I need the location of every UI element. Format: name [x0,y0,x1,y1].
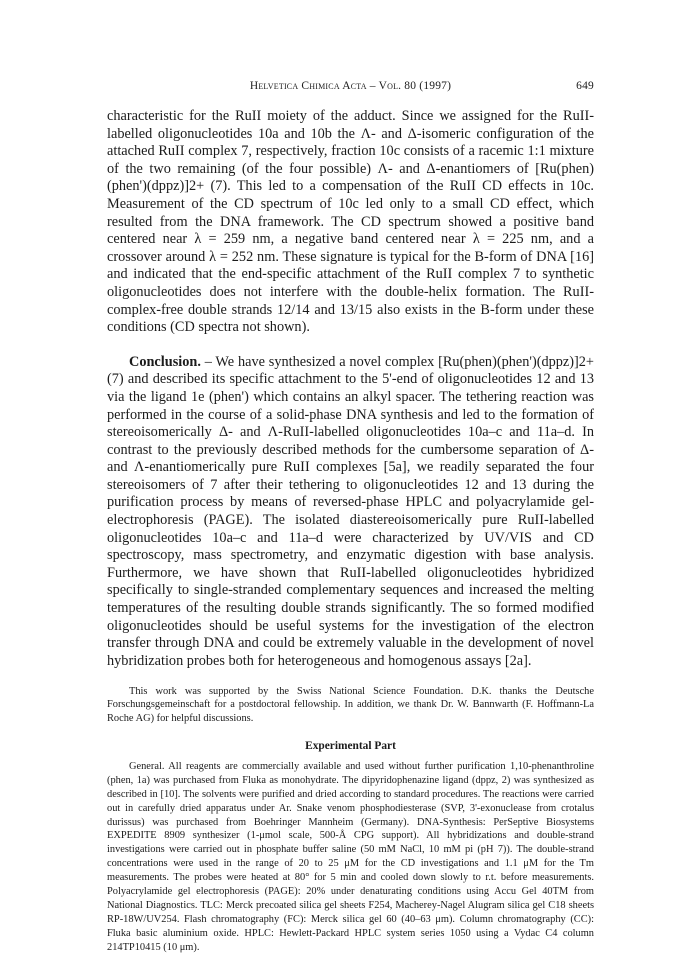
conclusion-paragraph [107,354,594,671]
conclusion-heading: Conclusion. [129,353,201,370]
experimental-general-paragraph: General. All reagents are commercially available and used without further purification 1,10-phenanthroline (phen, 1a) was purchased from Fluka as monohydrate. The dipyridophenazine ligand (dppz, 2) was synthesized as described in [10]. The solvents were purified and dried according to standard procedures. The reactions were carried out in carefully dried apparatus under Ar. Snake venom phosphodiesterase (SVP, 3'-exonuclease from crotalus durissus) was purchased from Boehringer Mannheim (Germany). DNA-Synthesis: PerSeptive Biosystems EXPEDITE 8909 synthesizer (1-μmol scale, 500-Å CPG support). All hybridizations and double-strand investigations were carried out in phosphate buffer saline (50 mM NaCl, 10 mM pi (pH 7)). The double-strand concentrations were used in the range of 20 to 25 μM for the CD investigations and 1.1 μM for the Tm measurements. The probes were heated at 80° for 5 min and cooled down slowly to r.t. before measurements. Polyacrylamide gel electrophoresis (PAGE): 20% under denaturating conditions using Accu Gel 40TM from National Diagnostics. TLC: Merck precoated silica gel sheets F254, Macherey-Nagel Alugram silica gel C18 sheets RP-18W/UV254. Flash chromatography (FC): Merck silica gel 60 (40–63 μm). Column chromatography (CC): Fluka basic aluminium oxide. HPLC: Hewlett-Packard HPLC system series 1050 using a Vydac C4 column 214TP10415 (10 μm). [107,760,594,953]
conclusion-text: – We have synthesized a novel complex [Ru(phen)(phen')(dppz)]2+ (7) and described its specific attachment to the 5'-end of oligonucleotides 12 and 13 via the ligand 1e (phen') which contains an alkyl spacer. The tethering reaction was performed in the course of a solid-phase DNA synthesis and led to the formation of stereoisomerically Δ- and Λ-RuII-labelled oligonucleotides 10a–c and 11a–d. In contrast to the previously described methods for the cumbersome separation of Δ- and Λ-enantiomerically pure RuII complexes [5a], we readily separated the four stereoisomers of 7 after their tethering to oligonucleotides 12 and 13 during the purification process by means of reversed-phase HPLC and polyacrylamide gel-electrophoresis (PAGE). The isolated diastereoisomerically pure RuII-labelled oligonucleotides 10a–c and 11a–d were characterized by UV/VIS and CD spectroscopy, mass spectrometry, and enzymatic digestion with base analysis. Furthermore, we have shown that RuII-labelled oligonucleotides hybridized specifically to single-stranded complementary sequences and increased the melting temperatures of the resulting double strands significantly. The so formed modified oligonucleotides should be useful systems for the investigation of the electron transfer through DNA and could be extremely valuable in the development of novel hybridization probes both for heterogeneous and homogenous assays [2a]. [107,353,594,669]
page-number: 649 [576,80,594,92]
running-header [107,80,594,98]
acknowledgement: This work was supported by the Swiss National Science Foundation. D.K. thanks the Deutsche Forschungsgemeinschaft for a postdoctoral fellowship. In addition, we thank Dr. W. Bannwarth (F. Hoffmann-La Roche AG) for helpful discussions. [107,685,594,724]
cd-discussion-paragraph: characteristic for the RuII moiety of the adduct. Since we assigned for the RuII-labelled oligonucleotides 10a and 10b the Λ- and Δ-isomeric configuration of the attached RuII complex 7, respectively, fraction 10c consists of a racemic 1:1 mixture of the two remaining (of the four possible) Λ- and Δ-enantiomers of [Ru(phen)(phen')(dppz)]2+ (7). This led to a compensation of the RuII CD effects in 10c. Measurement of the CD spectrum of 10c led only to a small CD effect, which resulted from the DNA framework. The CD spectrum showed a positive band centered near λ = 259 nm, a negative band centered near λ = 225 nm, and a crossover around λ = 252 nm. These signature is typical for the B-form of DNA [16] and indicated that the end-specific attachment of the RuII complex 7 to synthetic oligonucleotides does not interfere with the double-helix formation. The RuII-complex-free double strands 12/14 and 13/15 also exists in the B-form under these conditions (CD spectra not shown). [107,108,594,336]
experimental-heading: Experimental Part [305,739,396,752]
journal-title: Helvetica Chimica Acta – Vol. 80 (1997) [249,80,452,92]
journal-page [107,80,594,965]
